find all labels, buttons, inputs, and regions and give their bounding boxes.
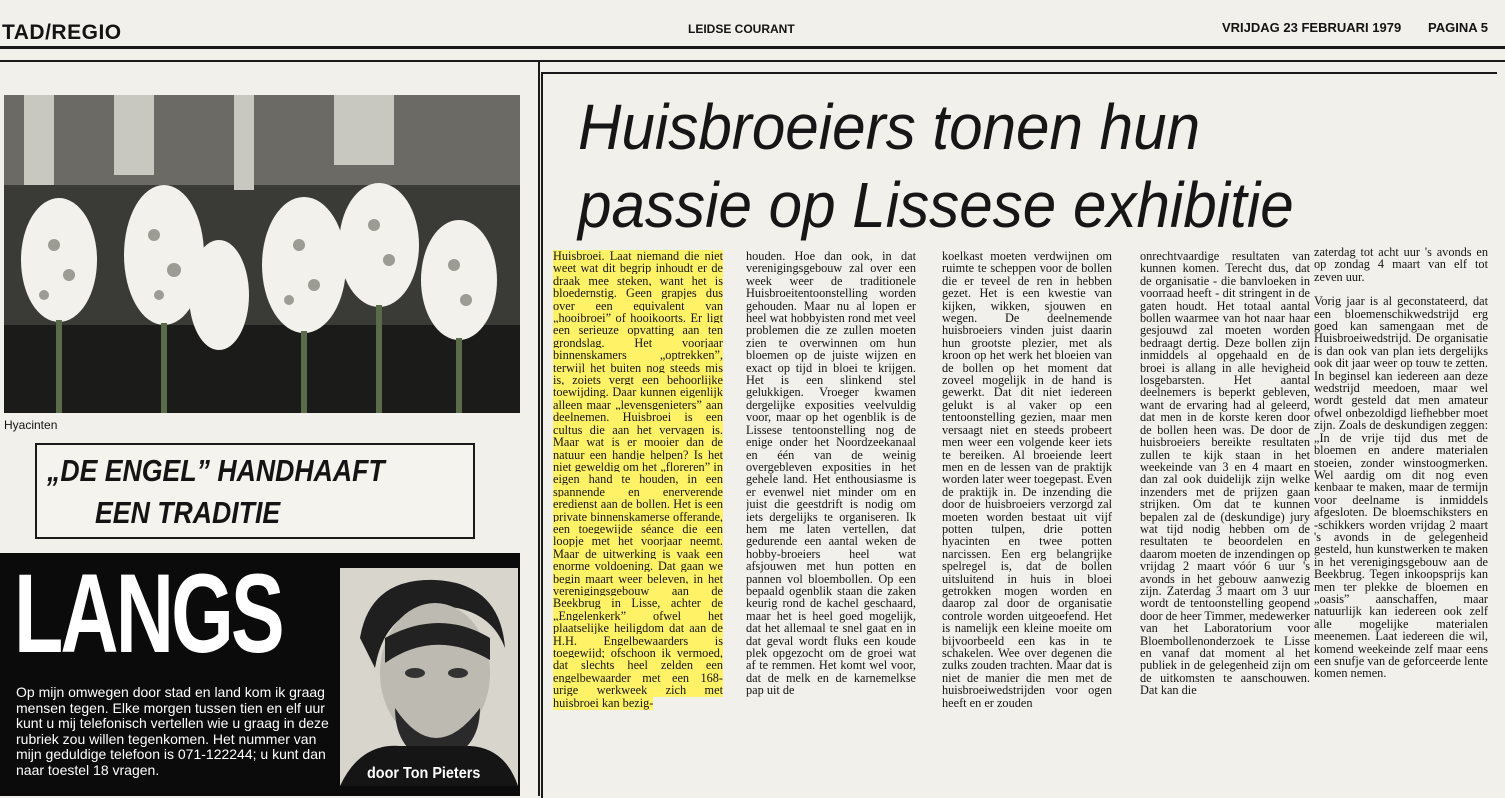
sub-headline-line1: „DE ENGEL” HANDHAAFT <box>47 453 385 488</box>
article-column-5-text-b: Vorig jaar is al geconstateerd, dat een bloemenschikwedstrijd erg goed kan samengaan met de Huisbroeiwedstrijd. De organisatie is dan ook van plan iets dergelijks ook dit jaar weer op touw te zetten. In beginsel kan iedereen aan deze wedstrijd meedoen, maar wel wordt gesteld dat men amateur ofwel onbezoldigd liefhebber moet zijn. Zoals de deskundigen zeggen: „In de vrije tijd dus met de bloemen en andere materialen stoeien, zonder winstoogmerken. Wel aardig om dit nog even kenbaar te maken, maar de termijn voor deelname is inmiddels afgesloten. De bloemschiksters en -schikkers worden vrijdag 2 maart 's avonds in de gelegenheid gesteld, hun kunstwerken te maken in het verenigingsgebouw aan de Beekbrug. Tegen inkoopsprijs kan men ter plekke de bloemen en „oasis” aanschaffen, maar natuurlijk kan iedereen ook zelf alle mogelijke materialen meenemen. Laat iedereen die wil, komend weekeinde zelf maar eens een snufje van de geforceerde lente komen nemen. <box>1314 294 1488 681</box>
article-headline-line2: passie op Lissese exhibitie <box>578 169 1294 241</box>
hyacinth-photo <box>4 95 520 413</box>
author-portrait <box>340 568 518 786</box>
section-label: TAD/REGIO <box>2 21 122 44</box>
article-column-4-text: onrechtvaardige resultaten van kunnen komen. Terecht dus, dat de organisatie - die banvloeken in voorraad heeft - dit stringent in de gaten houdt. Het totaal aantal bollen waarmee van hot naar haar gesjouwd zal moeten worden bedraagt dertig. Deze bollen zijn inmiddels al opgehaald en de broei is allang in alle hevigheid losgebarsten. Het aantal deelnemers is beperkt gebleven, want de ervaring had al geleerd, dat men in de korste keren door de bollen heen was. De door de huisbroeiers bereikte resultaten zullen te kijk staan in het weekeinde van 3 en 4 maart en dan zal ook duidelijk zijn welke inzenders met de prijzen gaan strijken. Om dat te kunnen bepalen zal de (deskundige) jury wat tijd nodig hebben om de resultaten te beoordelen en daarom moeten de inzendingen op vrijdag 2 maart vóór 6 uur 's avonds in het gebouw aanwezig zijn. Zaterdag 3 maart om 3 uur wordt de tentoonstelling geopend door de heer Timmer, medewerker van het Laboratorium voor Bloembollenonderzoek te Lisse en vanaf dat moment al het publiek in de gelegenheid zijn om de uitkomsten te aanschouwen. Dat kan die <box>1140 250 1310 698</box>
article-column-2-text: houden. Hoe dan ook, in dat verenigingsgebouw zal over een week weer de traditionele Huisbroeitentoonstelling worden gehouden. Maar nu al lopen er heel wat hobbyisten rond met veel problemen die ze zullen moeten zien te overwinnen om hun bloemen op de juiste wijzen en exact op tijd in bloei te krijgen. Het is een slinkend stel gelukkigen. Vroeger kwamen dergelijke exposities veelvuldig voor, maar op het ogenblik is de Lissese tentoonstelling nog de enige onder het Noordzeekanaal en één van de weinig overgebleven exposities in het gehele land. Het enthousiasme is er evenwel niet minder om en juist die geestdrift is nodig om iets dergelijks te organiseren. Ik hem me laten vertellen, dat gedurende een aantal weken de hobby-broeiers heel wat afsjouwen met hun potten en pannen vol bloembollen. Op een bepaald ogenblik staan die zaken keurig rond de kachel geschaard, maar het is heel goed mogelijk, dat het allemaal te snel gaat en in dat geval wordt fluks een koude plek opgezocht om de groei wat af te remmen. Het komt wel voor, dat de melk en de karnemelkse pap uit de <box>746 250 916 698</box>
article-column-3-text: koelkast moeten verdwijnen om ruimte te scheppen voor de bollen die er teveel de ren in hebben gezet. Het is een kwestie van kijken, wikken, sjouwen en wegen. De deelnemende huisbroeiers vinden juist daarin hun grootste plezier, met als kroon op het werk het bloeien van de bollen op het moment dat zoveel mogelijk in de hand is gewerkt. Dat dit niet iedereen gelukt is al vaker op een tentoonstelling gezien, maar men versaagt niet en steeds probeert men weer een volgende keer iets te bereiken. Al broeiende leert men en de lessen van de praktijk worden later weer toegepast. Even de praktijk in. De inzending die door de huisbroeiers verzorgd zal moeten worden bestaat uit vijf potten tulpen, drie potten hyacinten en twee potten narcissen. Een erg belangrijke spelregel is, dat de bollen uitsluitend in huis in bloei getrokken mogen worden en daarop zal door de organisatie controle worden uitgeoefend. Het is namelijk een kleine moeite om bijvoorbeeld een kas in te schakelen. Wee over degenen die zulks zouden trachten. Maar dat is niet de manier die men met de huisbroeiwedstrijden voor ogen heeft en er zouden <box>942 250 1112 710</box>
newspaper-name: LEIDSE COURANT <box>688 22 795 36</box>
article-headline <box>578 88 1294 244</box>
langs-intro-text: Op mijn omwegen door stad en land kom ik graag mensen tegen. Elke morgen tussen tien en elf uur kunt u mij telefonisch vertellen wie u graag in deze rubriek zou willen tegenkomen. Het nummer van mijn geduldige telefoon is 071-122244; u kunt dan naar toestel 18 vragen. <box>16 684 329 778</box>
article-column-4 <box>1140 250 1310 784</box>
article-headline-line1: Huisbroeiers tonen hun <box>578 91 1201 163</box>
photo-caption: Hyacinten <box>4 418 58 432</box>
sub-headline-line2: EEN TRADITIE <box>95 495 281 530</box>
article-column-5-text-a: zaterdag tot acht uur 's avonds en op zondag 4 maart van elf tot zeven uur. <box>1314 246 1488 284</box>
sub-headline-box <box>35 443 475 539</box>
article-column-2 <box>746 250 916 784</box>
article-column-5 <box>1314 246 1488 780</box>
article-column-1 <box>553 250 723 784</box>
article-column-1-text: Huisbroei. Laat niemand die niet weet wat dit begrip inhoudt er de draak mee steken, want het is bloedernstig. Geen grapjes dus over een equivalent van „hooibroei” of hooikoorts. Er ligt een serieuze opvatting aan ten grondslag. Het voorjaar binnenskamers „optrekken”, terwijl het buiten nog steeds mis is, zoiets vergt een behoorlijke toewijding. Daar kunnen eigenlijk alleen maar „levensgenieters” aan deelnemen. Huisbroei is een cultus die aan het vervagen is. Maar wat is er mooier dan de natuur een handje helpen? Is het niet geweldig om het „floreren” in eigen hand te houden, in een spannende en enerverende eredienst aan de bollen. Het is een private binnenskamerse offerande, een toegewijde séance die een loopje met het voorjaar neemt. Maar de uitwerking is vaak een enorme voldoening. Dat gaan we begin maart weer beleven, in het verenigingsgebouw aan de Beekbrug in Lisse, achter de „Engelenkerk” ofwel het plaatselijke heiligdom dat aan de H.H. Engelbewaarders is toegewijd; ofschoon ik vermoed, dat slechts heel zelden een engelbewaarder met een 168-urige werkweek zich met huisbroei kan bezig- <box>553 250 723 710</box>
article-column-3 <box>942 250 1112 784</box>
header-rule <box>0 46 1505 49</box>
issue-date: VRIJDAG 23 FEBRUARI 1979 <box>1222 20 1402 35</box>
page-number: PAGINA 5 <box>1428 20 1488 35</box>
langs-title: LANGS <box>14 551 282 676</box>
author-byline: door Ton Pieters <box>367 765 481 782</box>
